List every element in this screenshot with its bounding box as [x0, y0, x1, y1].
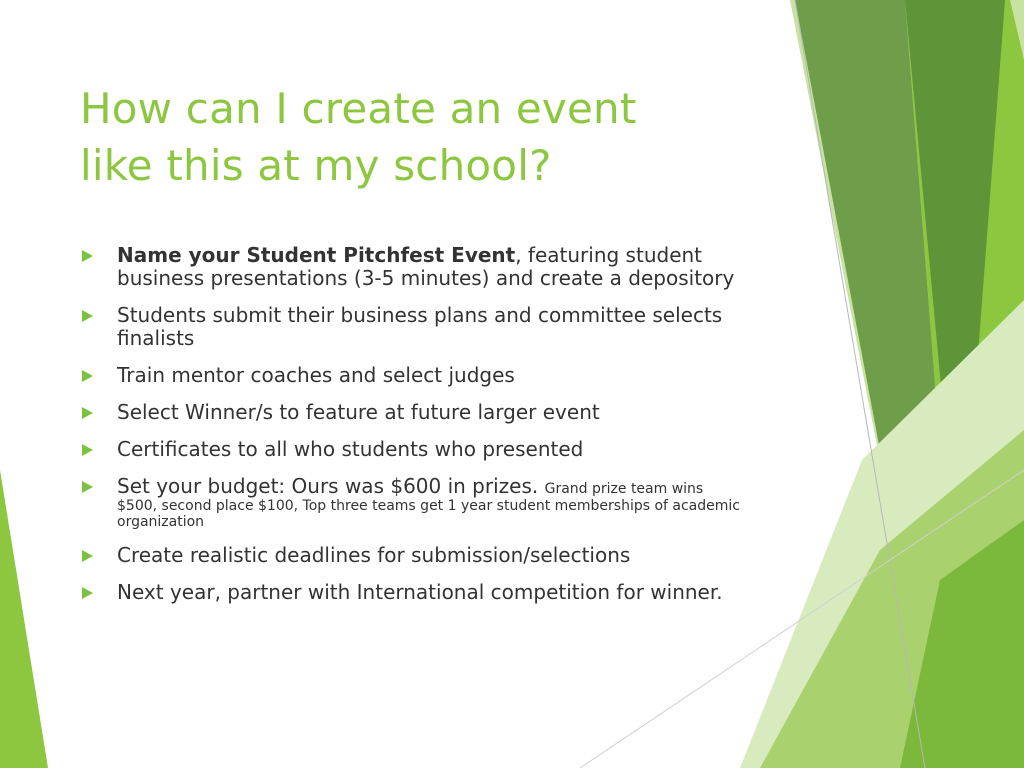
bullet-small-inline: Grand prize team wins [544, 481, 704, 497]
bullet-text: Train mentor coaches and select judges [117, 363, 515, 387]
triangle-right-icon [82, 587, 93, 599]
triangle-right-icon [82, 444, 93, 456]
triangle-right-icon [82, 407, 93, 419]
bullet-item-partner [80, 581, 780, 604]
title-line-1: How can I create an event [80, 84, 637, 133]
bullet-text: Certificates to all who students who presented [117, 437, 584, 461]
bullet-list [80, 244, 780, 618]
bullet-item-train-mentors [80, 364, 780, 387]
left-green-sliver [0, 470, 48, 768]
bullet-text: Select Winner/s to feature at future larger event [117, 400, 600, 424]
bullet-item-certificates [80, 438, 780, 461]
bullet-bold-text: Name your Student Pitchfest Event [117, 243, 516, 267]
bullet-text: Students submit their business plans and committee selects finalists [117, 303, 723, 350]
bullet-text: Create realistic deadlines for submission/selections [117, 543, 631, 567]
triangle-right-icon [82, 481, 93, 493]
bullet-item-budget [80, 475, 780, 530]
triangle-right-icon [82, 550, 93, 562]
slide-title [80, 80, 760, 194]
triangle-right-icon [82, 310, 93, 322]
triangle-right-icon [82, 370, 93, 382]
title-line-2: like this at my school? [80, 141, 552, 190]
bullet-text: Set your budget: Ours was $600 in prizes. [117, 474, 539, 498]
bullet-item-submit-plans [80, 304, 780, 350]
bullet-item-select-winners [80, 401, 780, 424]
bullet-item-deadlines [80, 544, 780, 567]
bullet-item-name-event [80, 244, 780, 290]
bullet-text: , featuring student business presentations (3-5 minutes) and create a depository [117, 243, 735, 290]
bullet-small-detail: $500, second place $100, Top three teams get 1 year student memberships of academic organization [117, 498, 740, 530]
triangle-right-icon [82, 250, 93, 262]
bullet-text: Next year, partner with International competition for winner. [117, 580, 723, 604]
